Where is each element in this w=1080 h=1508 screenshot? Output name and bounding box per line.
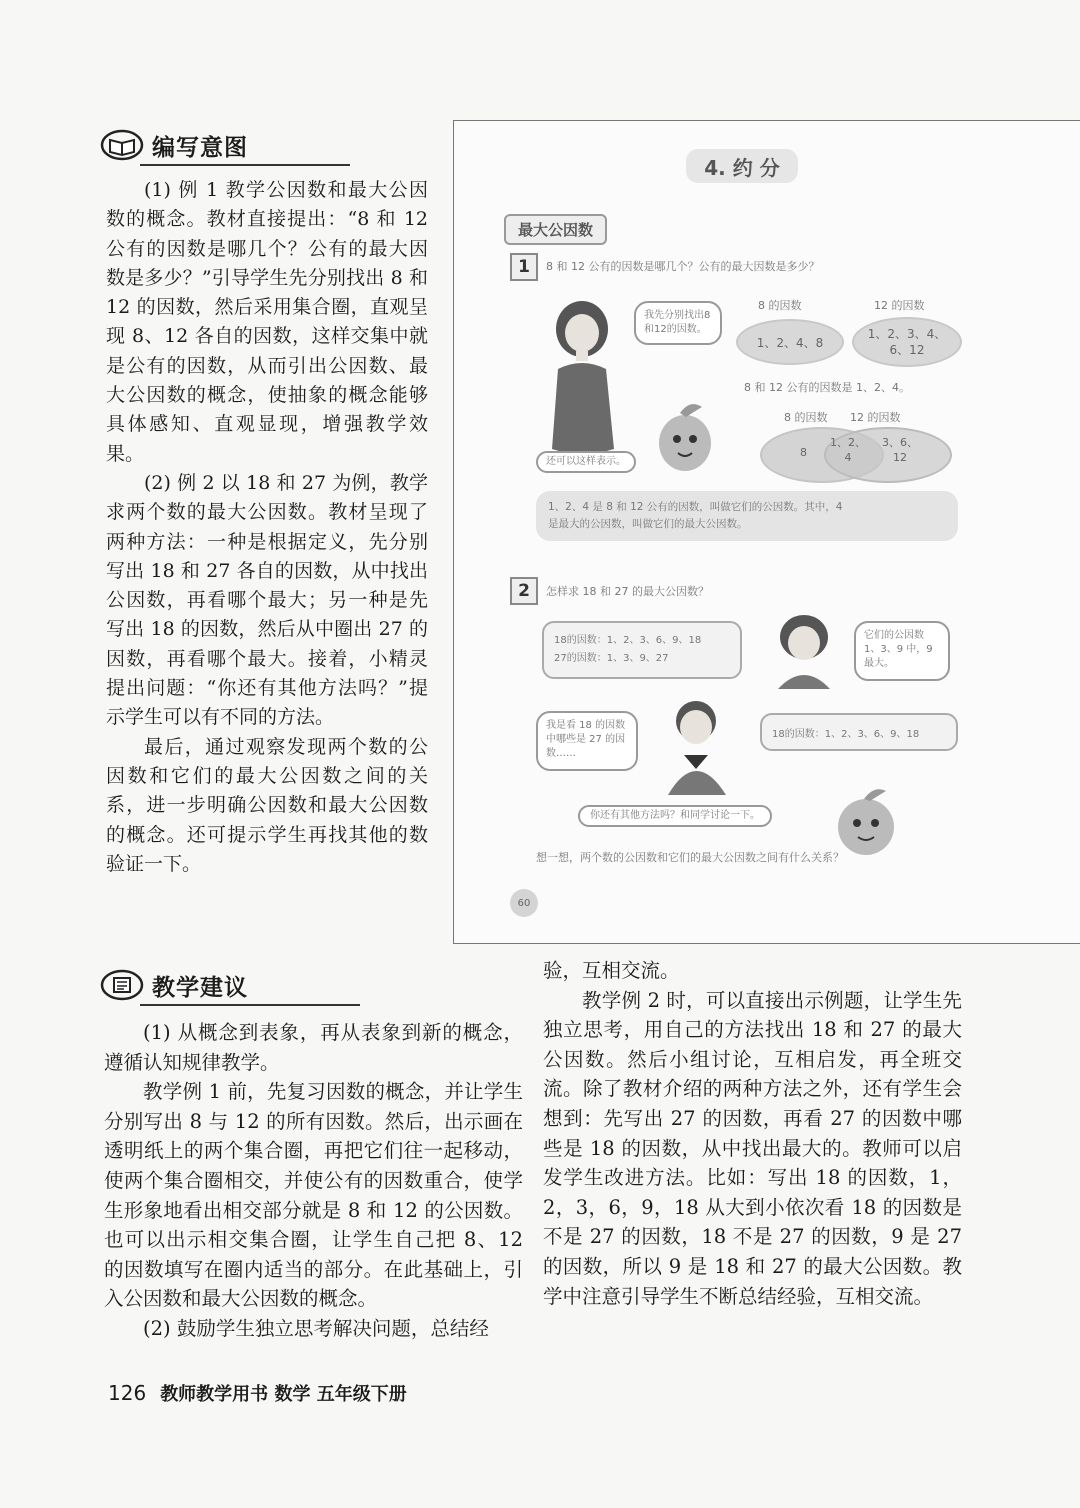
heading-underline (140, 1004, 360, 1006)
example-2-question: 怎样求 18 和 27 的最大公因数？ (546, 585, 709, 598)
page-number: 126 (108, 1381, 147, 1405)
definition-line-1: 1、2、4 是 8 和 12 公有的因数，叫做它们的公因数。其中，4 (548, 501, 843, 513)
advice-paragraph-3: (2) 鼓励学生独立思考解决问题，总结经 (143, 1316, 489, 1340)
think-question: 想一想，两个数的公因数和它们的最大公因数之间有什么关系？ (536, 851, 844, 864)
method-1-box (542, 621, 742, 679)
advice-right-column (543, 956, 962, 1311)
common-factors-statement: 8 和 12 公有的因数是 1、2、4。 (744, 381, 910, 394)
sprite-2-speech-bubble: 你还有其他方法吗？和同学讨论一下。 (578, 805, 772, 827)
intent-paragraph-2: (2) 例 2 以 18 和 27 为例，教学求两个数的最大公因数。教材呈现了两种方法：一种是根据定义，先分别写出 18 和 27 各自的因数，从中找出公因数，再看哪个最大；另一种是先写出 18 的因数，然后从中圈出 27 的因数，再看哪个最大。接着，小精灵提出问题：“你还有其他方法吗？”提示学生可以有不同的方法。 (106, 471, 428, 729)
venn-only-12 (882, 435, 918, 465)
section-heading-text: 编写意图 (152, 134, 248, 161)
factors-12-line-2: 6、12 (889, 343, 925, 357)
example-1-number: 1 (510, 253, 538, 281)
intent-paragraph-3: 最后，通过观察发现两个数的公因数和它们的最大公因数之间的关系，进一步明确公因数和最大公因数的概念。还可提示学生再找其他的数验证一下。 (106, 735, 428, 875)
example-2-number: 2 (510, 577, 538, 605)
advice-left-column (104, 1018, 523, 1344)
method-1-line-2: 27的因数：1、3、9、27 (554, 653, 669, 664)
section-heading-intent (100, 128, 248, 162)
sprite-illustration (650, 399, 720, 479)
definition-line-2: 是最大的公因数，叫做它们的最大公因数。 (548, 518, 748, 530)
section-tag: 最大公因数 (504, 214, 607, 245)
venn-label-12: 12 的因数 (850, 411, 901, 424)
teacher-speech-bubble: 它们的公因数 1、3、9 中，9 最大。 (854, 621, 950, 681)
venn-label-8: 8 的因数 (784, 411, 828, 424)
advice-paragraph-4: 教学例 2 时，可以直接出示例题，让学生先独立思考，用自己的方法找出 18 和 27 的最大公因数。然后小组讨论，互相启发，再全班交流。除了教材介绍的两种方法之外，还有学生会想到：先写出 27 的因数，再看 27 的因数中哪些是 18 的因数，从中找出最大的。教师可以启发学生改进方法。比如：写出 18 的因数，1，2，3，6，9，18 从大到小依次看 18 的因数是不是 27 的因数，18 不是 27 的因数，9 是 27 的因数，所以 9 是 18 和 27 的最大公因数。教学中注意引导学生不断总结经验，互相交流。 (543, 988, 962, 1308)
boy-speech-bubble: 我是看 18 的因数中哪些是 27 的因数…… (536, 711, 638, 771)
intent-paragraph-1: (1) 例 1 教学公因数和最大公因数的概念。教材直接提出：“8 和 12 公有的因数是哪几个？公有的最大因数是多少？”引导学生先分别找出 8 和 12 的因数，然后采用集合圈，直观呈现 8、12 各自的因数，这样交集中就是公有的因数，从而引出公因数、最大公因数的概念，使抽象的概念能够具体感知、直观显现，增强教学效果。 (106, 179, 428, 465)
venn-only-8: 8 (800, 446, 807, 459)
lesson-title: 4. 约 分 (686, 149, 798, 183)
factors-12-line-1: 1、2、3、4、 (867, 327, 947, 341)
venn-intersection-line-2: 4 (844, 451, 852, 464)
label-factors-12: 12 的因数 (874, 299, 925, 312)
book-title: 教师教学用书 数学 五年级下册 (160, 1384, 407, 1405)
venn-only-12-line-1: 3、6、 (882, 436, 918, 449)
girl-speech-bubble: 我先分别找出8和12的因数。 (634, 301, 722, 345)
girl-illustration (542, 299, 628, 459)
advice-paragraph-3-continued: 验，互相交流。 (543, 959, 680, 982)
label-factors-8: 8 的因数 (758, 299, 802, 312)
textbook-page-number: 60 (510, 889, 538, 917)
venn-only-12-line-2: 12 (893, 451, 907, 464)
ellipse-factors-8: 1、2、4、8 (736, 319, 844, 365)
intent-text (106, 176, 428, 879)
teacher-illustration (764, 609, 844, 689)
section-heading-advice (100, 968, 248, 1002)
sprite-speech-bubble: 还可以这样表示。 (536, 451, 636, 473)
section-heading-text: 教学建议 (152, 974, 248, 1001)
venn-intersection (830, 435, 866, 465)
page-footer (108, 1380, 407, 1406)
textbook-page-figure (453, 120, 1080, 944)
open-book-icon (100, 128, 144, 162)
method-2-box: 18的因数：1、2、3、6、9、18 (760, 713, 958, 751)
advice-paragraph-1: (1) 从概念到表象，再从表象到新的概念，遵循认知规律教学。 (104, 1021, 523, 1074)
heading-underline (140, 164, 350, 166)
example-1-question: 8 和 12 公有的因数是哪几个？公有的最大因数是多少？ (546, 260, 820, 273)
method-1-line-1: 18的因数：1、2、3、6、9、18 (554, 635, 702, 646)
venn-intersection-line-1: 1、2、 (830, 436, 866, 449)
definition-box (536, 491, 958, 541)
teaching-icon (100, 968, 144, 1002)
advice-paragraph-2: 教学例 1 前，先复习因数的概念，并让学生分别写出 8 与 12 的所有因数。然后，出示画在透明纸上的两个集合圈，再把它们往一起移动，使两个集合圈相交，并使公有的因数重合，使学生形象地看出相交部分就是 8 和 12 的公因数。也可以出示相交集合圈，让学生自己把 8、12 的因数填写在圈内适当的部分。在此基础上，引入公因数和最大公因数的概念。 (104, 1080, 523, 1311)
boy-illustration (654, 695, 744, 795)
ellipse-factors-12 (852, 317, 962, 367)
